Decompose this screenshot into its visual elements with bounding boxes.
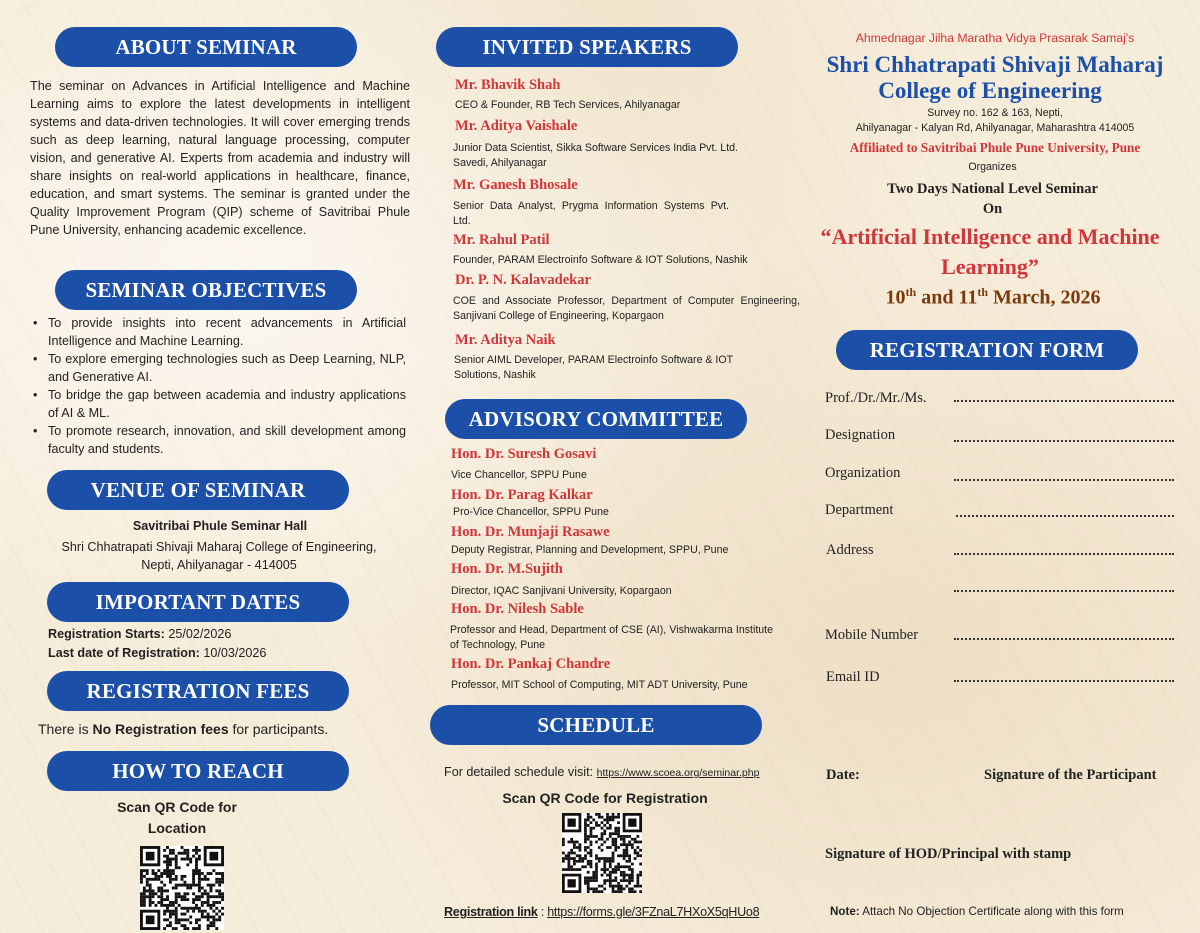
- last-date-value: 10/03/2026: [203, 646, 267, 660]
- day2-sup: th: [977, 285, 989, 299]
- speaker-name: Mr. Bhavik Shah: [455, 77, 561, 93]
- fees-text: [38, 721, 328, 737]
- seminar-topic-line2: Learning”: [941, 254, 1039, 279]
- field-address-input-2[interactable]: [954, 590, 1174, 592]
- schedule-link[interactable]: https://www.scoea.org/seminar.php: [596, 767, 760, 779]
- form-note: [830, 905, 1124, 918]
- important-dates-heading: IMPORTANT DATES: [47, 582, 349, 622]
- speaker-desc: COE and Associate Professor, Department of Computer Engineering, Sanjivani College of Engineering, Kopargaon: [453, 295, 800, 322]
- field-label-mobile: Mobile Number: [825, 627, 919, 643]
- seminar-dates: [790, 285, 1196, 310]
- day1: 10: [885, 286, 906, 309]
- invited-speakers-heading: INVITED SPEAKERS: [436, 27, 738, 67]
- seminar-objectives-heading: SEMINAR OBJECTIVES: [55, 270, 357, 310]
- college-address-line2: Ahilyanagar - Kalyan Rd, Ahilyanagar, Maharashtra 414005: [855, 122, 1135, 134]
- hod-signature-label: Signature of HOD/Principal with stamp: [825, 846, 1072, 862]
- participant-signature-label: Signature of the Participant: [984, 767, 1157, 783]
- advisor-desc: Pro-Vice Chancellor, SPPU Pune: [453, 506, 609, 518]
- advisor-name: Hon. Dr. Parag Kalkar: [451, 487, 593, 503]
- speaker-name: Dr. P. N. Kalavadekar: [455, 272, 591, 288]
- fees-post: for participants.: [228, 721, 329, 737]
- speaker-desc: Junior Data Scientist, Sikka Software Services India Pvt. Ltd. Savedi, Ahilyanagar: [453, 142, 738, 169]
- registration-link-url[interactable]: https://forms.gle/3FZnaL7HXoX5qHUo8: [547, 905, 760, 919]
- college-address-line1: Survey no. 162 & 163, Nepti,: [927, 107, 1063, 119]
- objective-item: • To provide insights into recent advancements in Artificial Intelligence and Machine Learning.: [30, 314, 406, 350]
- advisor-desc: Professor, MIT School of Computing, MIT ADT University, Pune: [451, 679, 748, 691]
- field-title-input[interactable]: [954, 400, 1174, 402]
- advisor-desc: Deputy Registrar, Planning and Development, SPPU, Pune: [451, 544, 729, 556]
- speaker-name: Mr. Aditya Naik: [455, 332, 556, 348]
- venue-hall: Savitribai Phule Seminar Hall: [132, 519, 308, 533]
- registration-link-sep: :: [537, 905, 548, 919]
- and-day2: and 11: [916, 286, 978, 309]
- college-name-line1: Shri Chhatrapati Shivaji Maharaj: [826, 52, 1164, 77]
- registration-qr-caption: Scan QR Code for Registration: [502, 790, 708, 806]
- field-address-input[interactable]: [954, 553, 1174, 555]
- society-name: Ahmednagar Jilha Maratha Vidya Prasarak Samaj's: [855, 31, 1135, 45]
- fees-pre: There is: [38, 721, 93, 737]
- objective-item: • To explore emerging technologies such as Deep Learning, NLP, and Generative AI.: [30, 350, 406, 386]
- organizes-text: Organizes: [968, 161, 1017, 173]
- college-name-line2: College of Engineering: [878, 78, 1102, 103]
- field-label-email: Email ID: [826, 669, 880, 685]
- field-label-title: Prof./Dr./Mr./Ms.: [825, 390, 927, 406]
- speaker-desc: CEO & Founder, RB Tech Services, Ahilyanagar: [455, 99, 681, 111]
- seminar-on: On: [982, 201, 1003, 217]
- field-organization-input[interactable]: [954, 479, 1174, 481]
- how-to-reach-heading: HOW TO REACH: [47, 751, 349, 791]
- fees-bold: No Registration fees: [92, 721, 229, 737]
- speaker-desc: Senior AIML Developer, PARAM Electroinfo Software & IOT Solutions, Nashik: [454, 354, 733, 381]
- advisor-desc: Vice Chancellor, SPPU Pune: [451, 469, 587, 481]
- advisor-desc: Director, IQAC Sanjivani University, Kopargaon: [451, 585, 672, 597]
- last-date-label: Last date of Registration:: [48, 646, 200, 660]
- field-label-department: Department: [825, 502, 894, 518]
- registration-starts-value: 25/02/2026: [168, 627, 232, 641]
- location-qr-code[interactable]: [140, 846, 224, 930]
- about-seminar-heading: ABOUT SEMINAR: [55, 27, 357, 67]
- objective-item: • To bridge the gap between academia and industry applications of AI & ML.: [30, 386, 406, 422]
- month-year: March, 2026: [988, 286, 1101, 309]
- note-label: Note:: [830, 905, 860, 918]
- speaker-desc: Founder, PARAM Electroinfo Software & IOT Solutions, Nashik: [453, 254, 748, 266]
- seminar-type: Two Days National Level Seminar: [887, 181, 1098, 197]
- registration-fees-heading: REGISTRATION FEES: [47, 671, 349, 711]
- objective-item: • To promote research, innovation, and skill development among faculty and students.: [30, 422, 406, 458]
- about-seminar-text: The seminar on Advances in Artificial Intelligence and Machine Learning aims to explore the latest developments in intelligent systems and data-driven technologies. It will cover emerging trends such as deep learning, natural language processing, computer vision, and generative AI. Experts from academia and industry will share insights on real-world applications in healthcare, finance, education, and smart systems. The seminar is granted under the Quality Improvement Program (QIP) scheme of Savitribai Phule Pune University, enhancing academic excellence.: [30, 79, 410, 237]
- speaker-desc: Senior Data Analyst, Prygma Information Systems Pvt. Ltd.: [453, 200, 729, 227]
- date-label: Date:: [826, 767, 860, 783]
- venue-heading: VENUE OF SEMINAR: [47, 470, 349, 510]
- last-date: [48, 646, 266, 660]
- schedule-visit-text: For detailed schedule visit:: [444, 765, 597, 779]
- advisor-name: Hon. Dr. Suresh Gosavi: [451, 446, 597, 462]
- objectives-list: [30, 314, 406, 458]
- advisor-name: Hon. Dr. Pankaj Chandre: [451, 656, 611, 672]
- venue-address: Shri Chhatrapati Shivaji Maharaj College of Engineering, Nepti, Ahilyanagar - 414005: [61, 540, 377, 572]
- field-label-designation: Designation: [825, 427, 896, 443]
- advisor-name: Hon. Dr. Nilesh Sable: [451, 601, 584, 617]
- registration-starts: [48, 627, 231, 641]
- field-designation-input[interactable]: [954, 440, 1174, 442]
- registration-form-heading: REGISTRATION FORM: [836, 330, 1138, 370]
- advisor-name: Hon. Dr. Munjaji Rasawe: [451, 524, 610, 540]
- registration-qr-code[interactable]: [562, 813, 642, 893]
- seminar-topic-line1: “Artificial Intelligence and Machine: [820, 224, 1160, 249]
- schedule-visit: [444, 765, 759, 779]
- registration-link-label: Registration link: [444, 905, 538, 919]
- field-label-address: Address: [826, 542, 874, 558]
- location-qr-caption: Scan QR Code for Location: [117, 799, 237, 836]
- advisor-name: Hon. Dr. M.Sujith: [451, 561, 563, 577]
- field-email-input[interactable]: [954, 680, 1174, 682]
- day1-sup: th: [905, 285, 917, 299]
- speaker-name: Mr. Rahul Patil: [453, 232, 550, 248]
- speaker-name: Mr. Ganesh Bhosale: [453, 177, 578, 193]
- registration-link: [444, 905, 759, 919]
- note-text: Attach No Objection Certificate along with this form: [859, 905, 1124, 918]
- speaker-name: Mr. Aditya Vaishale: [455, 118, 578, 134]
- field-department-input[interactable]: [956, 515, 1174, 517]
- field-mobile-input[interactable]: [954, 638, 1174, 640]
- advisory-committee-heading: ADVISORY COMMITTEE: [445, 399, 747, 439]
- college-affiliation: Affiliated to Savitribai Phule Pune University, Pune: [849, 140, 1141, 155]
- registration-starts-label: Registration Starts:: [48, 627, 165, 641]
- advisor-desc: Professor and Head, Department of CSE (AI), Vishwakarma Institute of Technology, Pune: [450, 624, 773, 651]
- field-label-organization: Organization: [825, 465, 901, 481]
- schedule-heading: SCHEDULE: [430, 705, 762, 745]
